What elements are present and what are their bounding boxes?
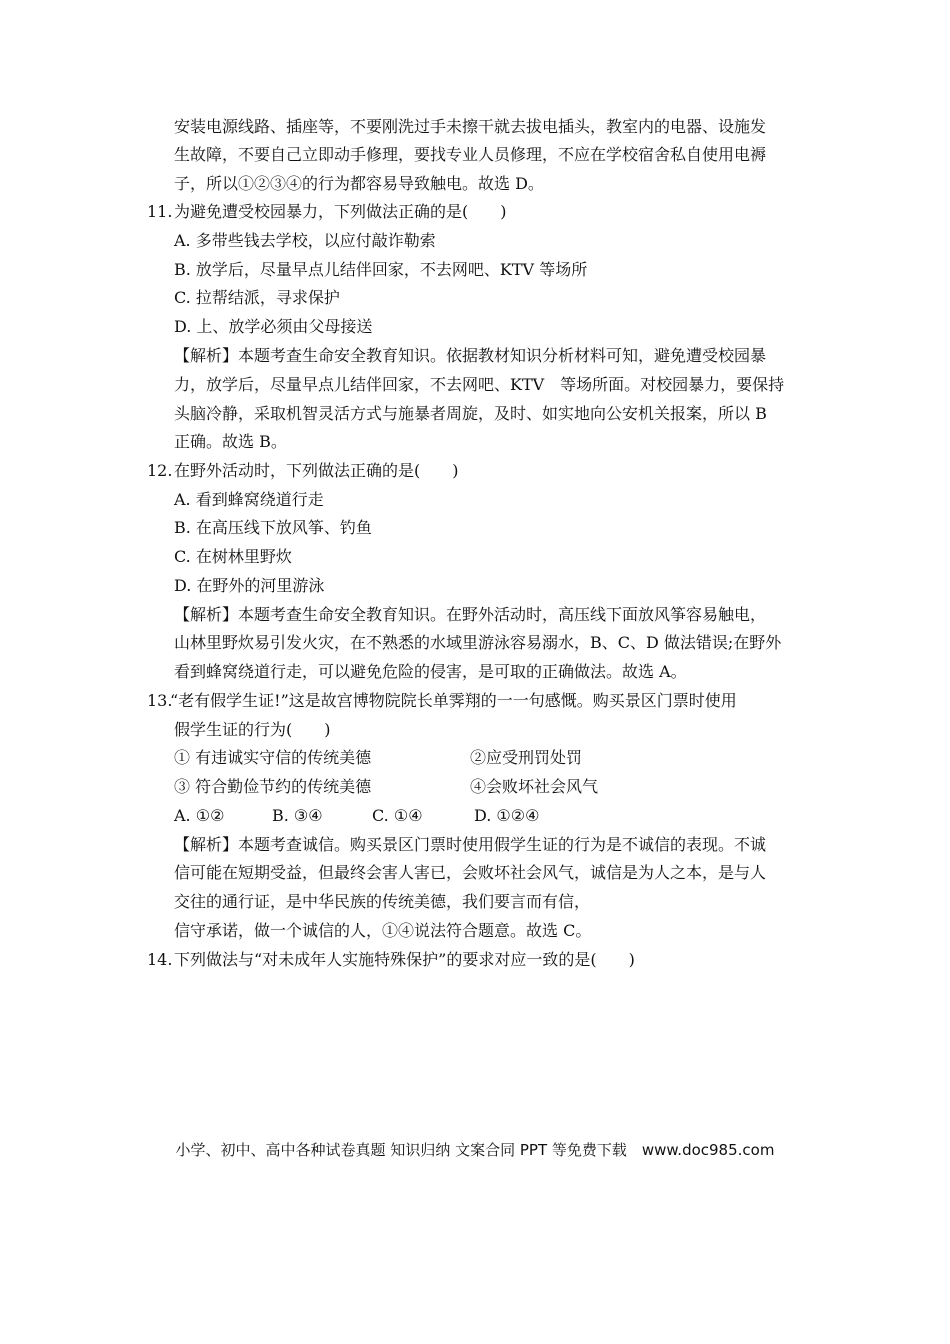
q12-analysis-line-1: 【解析】本题考查生命安全教育知识。在野外活动时，高压线下面放风筝容易触电， (174, 605, 767, 624)
q13-stem-line-2: 假学生证的行为( ) (174, 720, 331, 739)
q12-option-d: D. 在野外的河里游泳 (174, 576, 325, 595)
q12-number: 12. (147, 461, 173, 480)
q11-option-c: C. 拉帮结派，寻求保护 (174, 288, 340, 307)
q13-statement-1: ① 有违诚实守信的传统美德 (174, 748, 372, 767)
q11-stem: 为避免遭受校园暴力，下列做法正确的是( ) (174, 202, 507, 221)
q13-analysis-line-3: 交往的通行证，是中华民族的传统美德，我们要言而有信， (174, 892, 591, 911)
q13-choice-b: B. ③④ (272, 806, 323, 825)
q11-analysis-line-4: 正确。故选 B。 (174, 432, 287, 451)
q14-stem: 下列做法与“对未成年人实施特殊保护”的要求对应一致的是( ) (174, 950, 635, 969)
q13-analysis-line-1: 【解析】本题考查诚信。购买景区门票时使用假学生证的行为是不诚信的表现。不诚 (174, 835, 767, 854)
q12-option-b: B. 在高压线下放风筝、钓鱼 (174, 518, 372, 537)
page-footer: 小学、初中、高中各种试卷真题 知识归纳 文案合同 PPT 等免费下载 www.doc985.com (175, 1141, 775, 1159)
continuation-line-1: 安装电源线路、插座等，不要刚洗过手未擦干就去拔电插头，教室内的电器、设施发 (174, 117, 767, 136)
q14-number: 14. (147, 950, 173, 969)
continuation-line-3: 子，所以①②③④的行为都容易导致触电。故选 D。 (174, 174, 544, 193)
q11-option-b: B. 放学后，尽量早点儿结伴回家，不去网吧、KTV 等场所 (174, 260, 588, 279)
q13-statement-2: ②应受刑罚处罚 (470, 748, 583, 767)
q13-stem-line-1: “老有假学生证!”这是故宫博物院院长单霁翔的一一句感慨。购买景区门票时使用 (170, 691, 737, 710)
q12-stem: 在野外活动时，下列做法正确的是( ) (174, 461, 459, 480)
q13-analysis-line-4: 信守承诺，做一个诚信的人，①④说法符合题意。故选 C。 (174, 921, 592, 940)
q13-statement-4: ④会败坏社会风气 (470, 777, 599, 796)
q11-number: 11. (147, 202, 173, 221)
q12-analysis-line-2: 山林里野炊易引发火灾，在不熟悉的水域里游泳容易溺水，B、C、D 做法错误;在野外 (174, 633, 782, 652)
q11-option-a: A. 多带些钱去学校，以应付敲诈勒索 (174, 231, 436, 250)
q13-choice-d: D. ①②④ (474, 806, 540, 825)
q13-number: 13. (147, 691, 173, 710)
q12-analysis-line-3: 看到蜂窝绕道行走，可以避免危险的侵害，是可取的正确做法。故选 A。 (174, 662, 687, 681)
q13-choice-c: C. ①④ (372, 806, 423, 825)
q11-option-d: D. 上、放学必须由父母接送 (174, 317, 373, 336)
q11-analysis-line-1: 【解析】本题考查生命安全教育知识。依据教材知识分析材料可知，避免遭受校园暴 (174, 346, 767, 365)
q13-analysis-line-2: 信可能在短期受益，但最终会害人害已，会败坏社会风气，诚信是为人之本，是与人 (174, 863, 767, 882)
q12-option-c: C. 在树林里野炊 (174, 547, 292, 566)
q13-choice-a: A. ①② (174, 806, 225, 825)
continuation-line-2: 生故障，不要自己立即动手修理，要找专业人员修理，不应在学校宿舍私自使用电褥 (174, 145, 767, 164)
q11-analysis-line-3: 头脑冷静，采取机智灵活方式与施暴者周旋，及时、如实地向公安机关报案，所以 B (174, 404, 767, 423)
q12-option-a: A. 看到蜂窝绕道行走 (174, 490, 324, 509)
q11-analysis-line-2: 力，放学后，尽量早点儿结伴回家，不去网吧、KTV 等场所面。对校园暴力，要保持 (174, 375, 785, 394)
q13-statement-3: ③ 符合勤俭节约的传统美德 (174, 777, 372, 796)
